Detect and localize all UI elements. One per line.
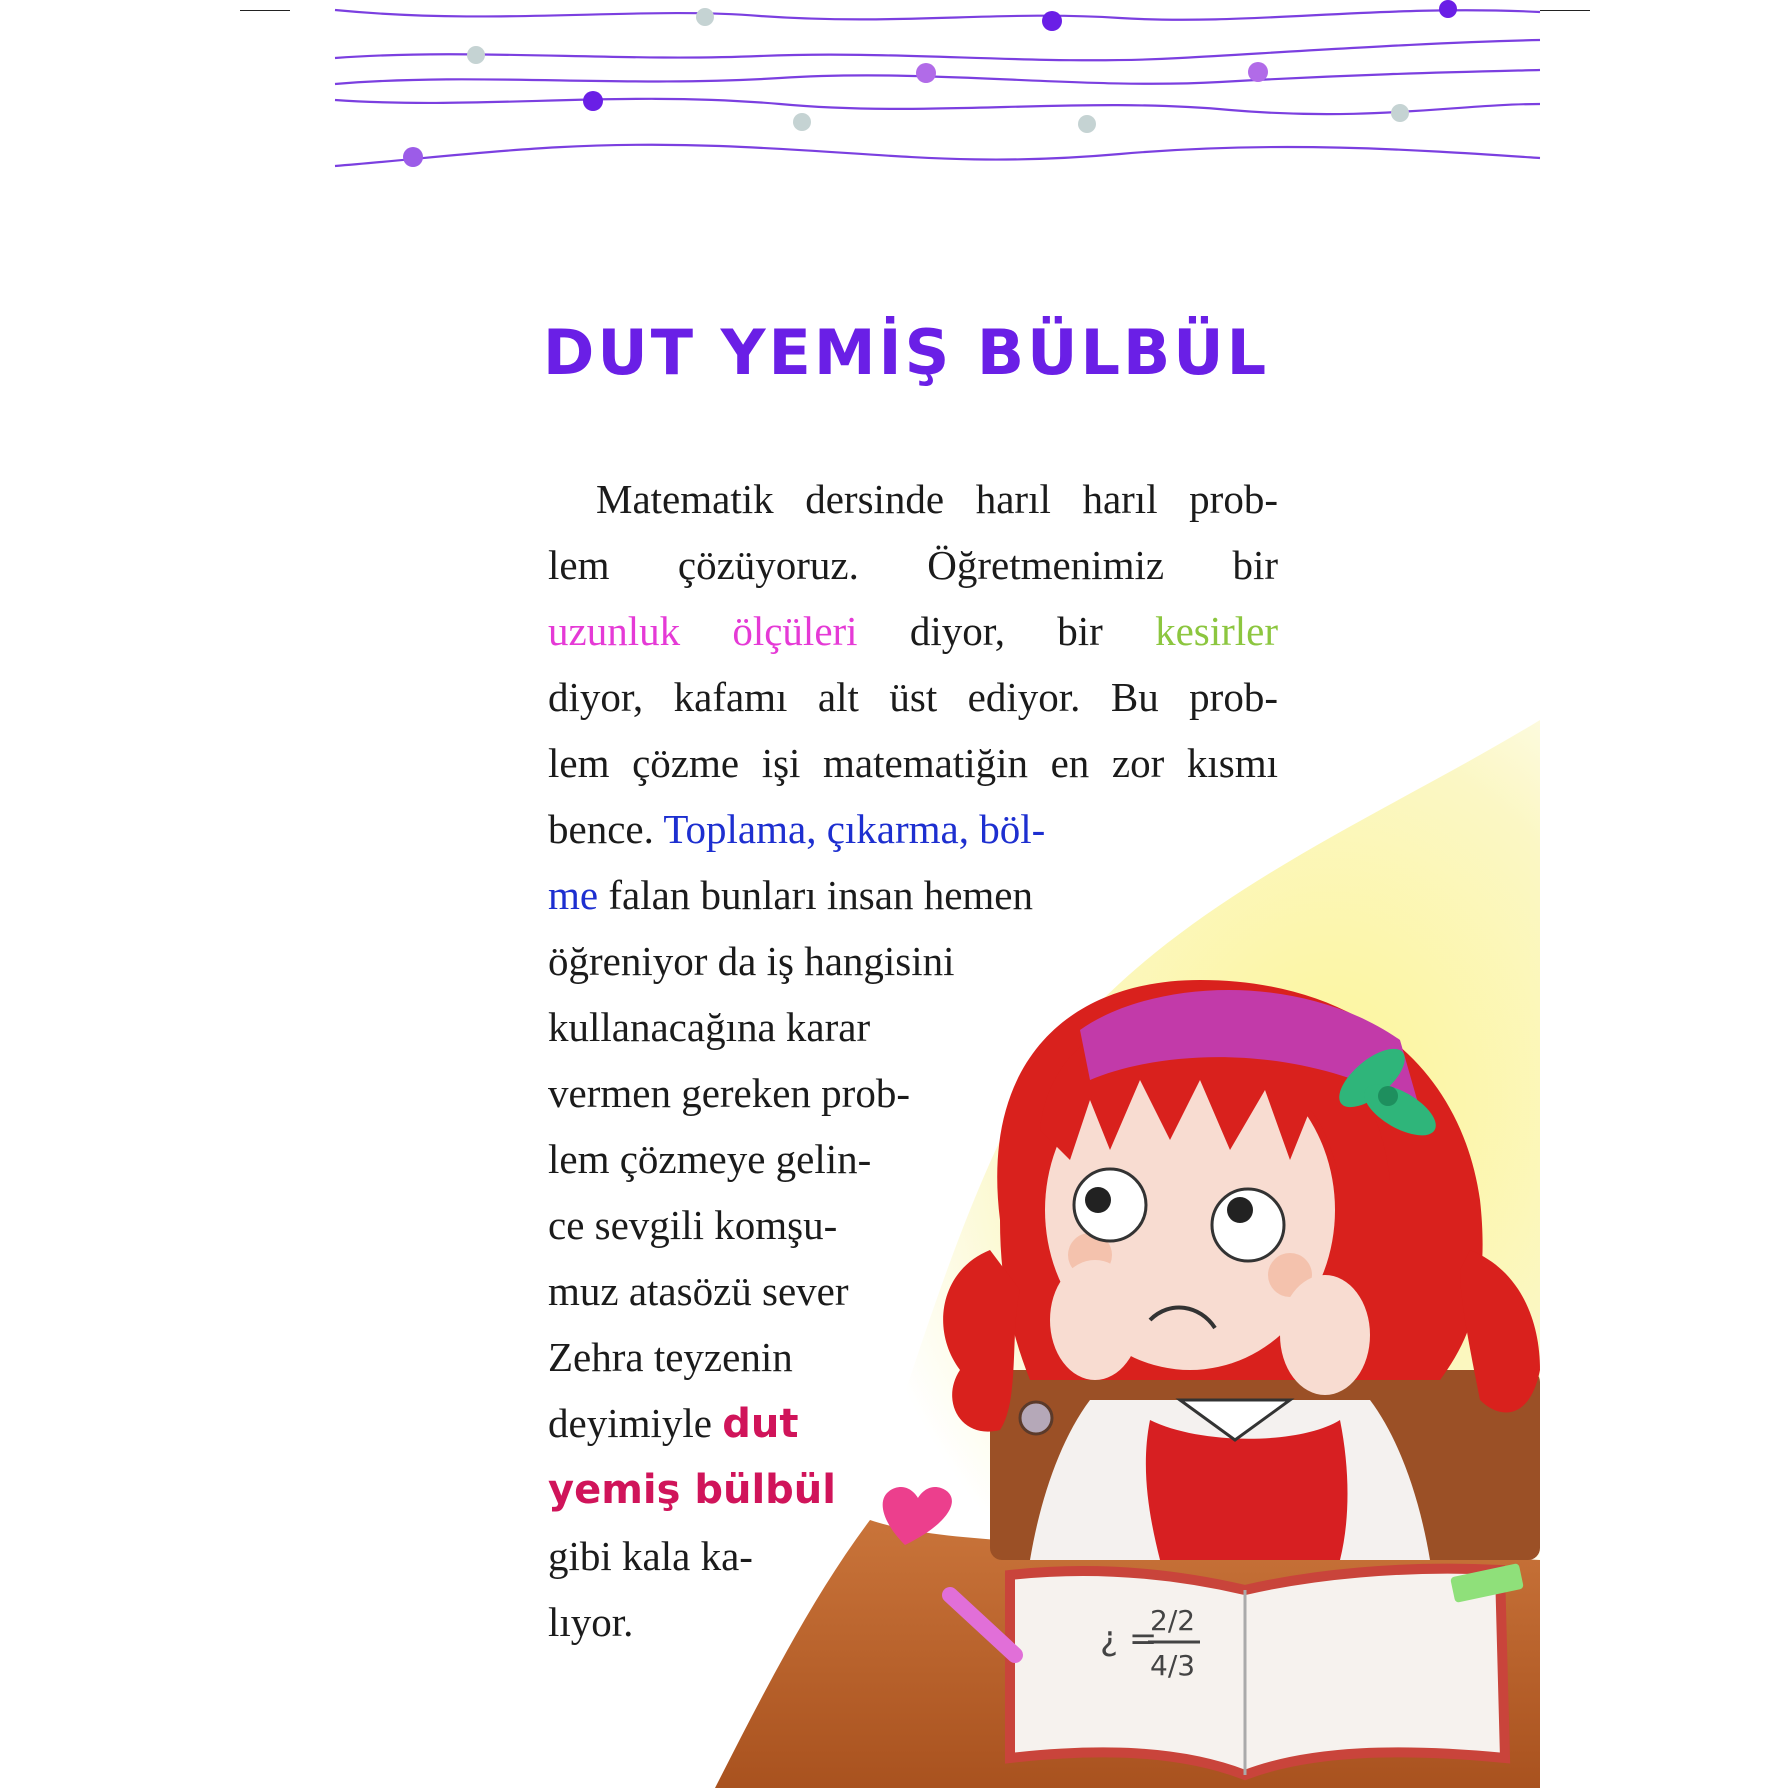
- text-line: [548, 1390, 1288, 1457]
- text-line: muz atasözü sever: [548, 1268, 849, 1314]
- text-fragment: deyimiyle: [548, 1400, 723, 1446]
- text-fragment: bence.: [548, 806, 664, 852]
- text-line: kullanacağına karar: [548, 1004, 871, 1050]
- text-line: lem çözüyoruz. Öğretmenimiz bir: [548, 542, 1278, 588]
- idiom-highlight: yemiş bülbül: [548, 1467, 836, 1513]
- page-title: DUT YEMİŞ BÜLBÜL: [542, 316, 1270, 389]
- text-line: ce sevgili komşu-: [548, 1202, 838, 1248]
- text-line: Matematik dersinde harıl harıl prob-: [596, 476, 1278, 522]
- text-line: [548, 796, 1288, 862]
- text-line: Zehra teyzenin: [548, 1334, 793, 1380]
- hand-right: [1280, 1275, 1370, 1395]
- text-fragment: falan bunları insan hemen: [598, 872, 1033, 918]
- text-line: vermen gereken prob-: [548, 1070, 910, 1116]
- text-line: diyor, kafamı alt üst ediyor. Bu prob-: [548, 674, 1278, 720]
- term-operations-end: me: [548, 872, 599, 918]
- notebook-formula-top: 2/2: [1150, 1604, 1196, 1637]
- text-line: lem çözmeye gelin-: [548, 1136, 872, 1182]
- text-line: [548, 862, 1288, 928]
- text-line: lıyor.: [548, 1599, 634, 1645]
- text-line: öğreniyor da iş hangisini: [548, 938, 955, 984]
- idiom-highlight: dut: [722, 1401, 799, 1447]
- notebook-formula-symbol: ¿ =: [1100, 1619, 1158, 1659]
- text-line: [548, 598, 1278, 664]
- text-fragment: diyor, bir: [857, 608, 1156, 654]
- term-fractions: kesirler: [1155, 608, 1279, 654]
- story-paragraph: [548, 466, 1288, 1655]
- text-line: gibi kala ka-: [548, 1533, 753, 1579]
- term-length-units: uzunluk ölçüleri: [548, 608, 858, 654]
- text-line: lem çözme işi matematiğin en zor kısmı: [548, 740, 1278, 786]
- term-operations: Toplama, çıkarma, böl-: [663, 806, 1046, 852]
- notebook-formula-bottom: 4/3: [1150, 1649, 1196, 1682]
